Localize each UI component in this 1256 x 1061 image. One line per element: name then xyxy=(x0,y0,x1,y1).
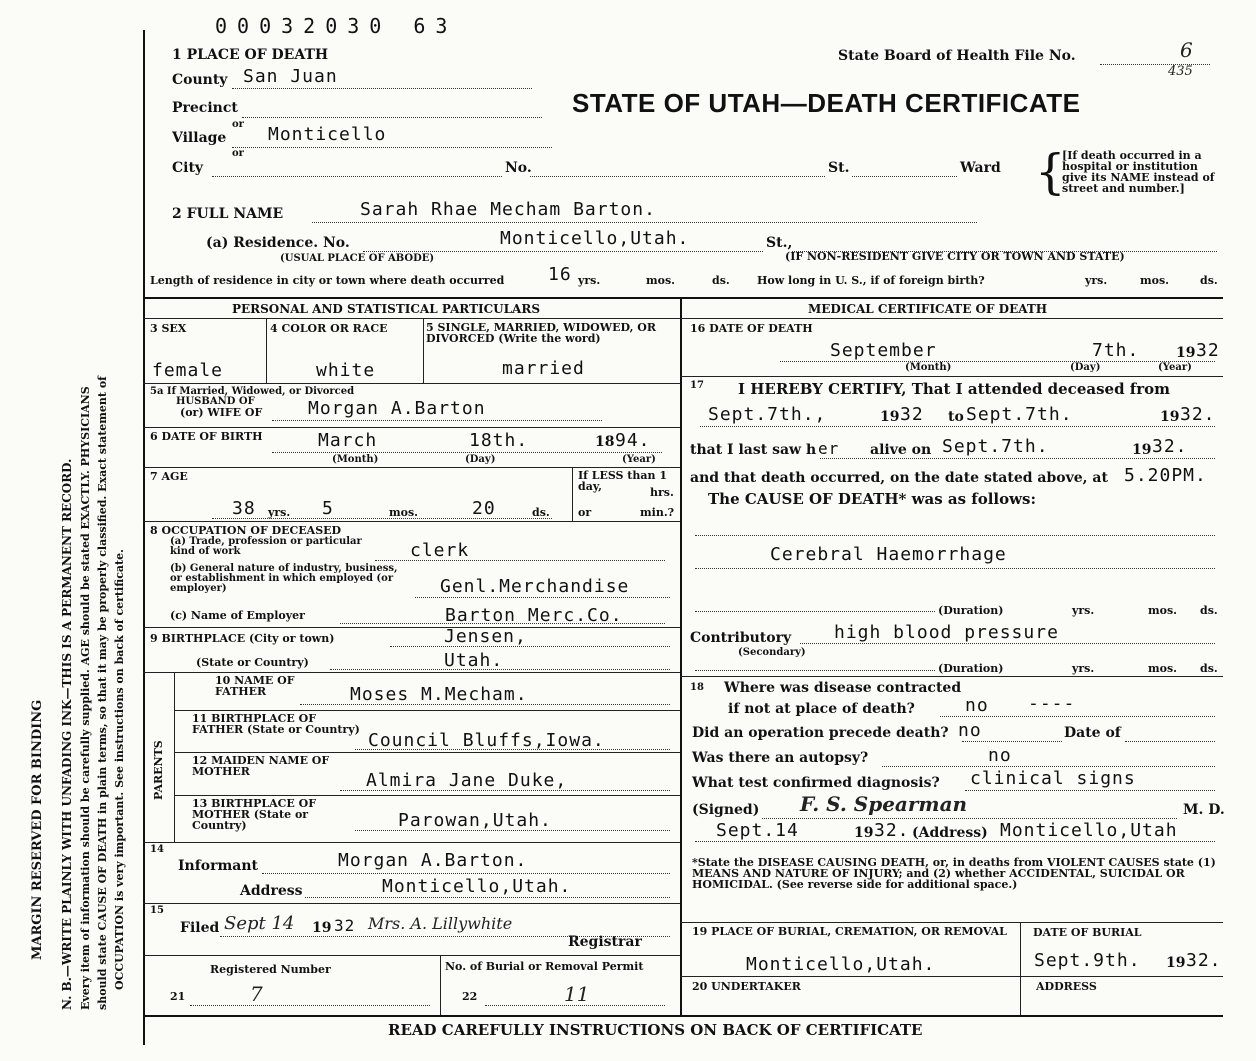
occupation-label: 8 OCCUPATION OF DECEASED xyxy=(150,524,342,537)
dob-year: 94. xyxy=(615,430,651,451)
age-mos-label: mos. xyxy=(389,506,418,519)
last-saw-year: 32. xyxy=(1152,436,1188,457)
certificate-title: STATE OF UTAH—DEATH CERTIFICATE xyxy=(572,88,1081,118)
parents-label: PARENTS xyxy=(152,740,165,800)
where-contracted-dash: ---- xyxy=(1028,693,1076,714)
last-saw-pronoun: er xyxy=(818,439,840,458)
where-contracted-label-2: if not at place of death? xyxy=(728,701,915,717)
employer-label: (c) Name of Employer xyxy=(170,609,305,622)
frame-bottom xyxy=(143,1015,1223,1017)
death-year: 32 xyxy=(1196,340,1220,361)
death-month-caption: (Month) xyxy=(905,362,952,373)
father-name-label: 10 NAME OF FATHER xyxy=(215,674,295,698)
certify-number: 17 xyxy=(690,380,704,391)
burial-permit-label: No. of Burial or Removal Permit xyxy=(445,960,644,973)
death-occurred-text: and that death occurred, on the date stated above, at xyxy=(690,470,1108,486)
or-label-2: or xyxy=(232,148,244,159)
county-value: San Juan xyxy=(243,66,338,87)
hrs-label: hrs. xyxy=(650,486,674,499)
dob-day: 18th. xyxy=(469,430,529,451)
attended-from-year-prefix: 19 xyxy=(880,409,900,425)
where-contracted-label-1: Where was disease contracted xyxy=(724,680,962,696)
death-month: September xyxy=(830,340,937,361)
father-name: Moses M.Mecham. xyxy=(350,684,528,705)
contributory-value: high blood pressure xyxy=(834,622,1059,643)
duration-ds-1: ds. xyxy=(1200,604,1218,617)
attended-from: Sept.7th., xyxy=(708,404,827,425)
residence-label: (a) Residence. No. xyxy=(206,235,350,251)
instruction-line-4: OCCUPATION is very important. See instructions on back of certificate. xyxy=(113,549,126,990)
informant-number: 14 xyxy=(150,844,164,855)
occupation-a-value: clerk xyxy=(410,540,470,561)
age-days: 20 xyxy=(472,498,496,519)
informant-label: Informant xyxy=(178,858,258,874)
filed-number: 15 xyxy=(150,905,164,916)
divider-top-sections xyxy=(143,297,1223,299)
filed-year-prefix: 19 xyxy=(312,920,332,936)
undertaker-label: 20 UNDERTAKER xyxy=(692,980,801,993)
birthplace-state-label: (State or Country) xyxy=(196,656,309,669)
mos-label: mos. xyxy=(646,274,675,287)
age-yrs-label: yrs. xyxy=(268,506,291,519)
burial-address-label: ADDRESS xyxy=(1036,980,1097,993)
last-saw-alive: alive on xyxy=(870,442,932,458)
death-year-prefix: 19 xyxy=(1176,345,1196,361)
year-caption: (Year) xyxy=(622,454,656,465)
duration-yrs-2: yrs. xyxy=(1072,662,1095,675)
birthplace-label: 9 BIRTHPLACE (City or town) xyxy=(150,632,335,645)
ds-label-2: ds. xyxy=(1200,274,1218,287)
mother-maiden-label: 12 MAIDEN NAME OF MOTHER xyxy=(192,754,330,778)
month-caption: (Month) xyxy=(332,454,379,465)
spouse-value: Morgan A.Barton xyxy=(308,398,486,419)
occupation-a-label: (a) Trade, profession or particular kind of work xyxy=(170,536,362,557)
file-no-value: 6 xyxy=(1180,38,1193,62)
full-name-label: 2 FULL NAME xyxy=(172,206,284,222)
county-label: County xyxy=(172,72,228,88)
death-time: 5.20PM. xyxy=(1124,465,1207,486)
attended-to: Sept.7th. xyxy=(966,404,1073,425)
registered-number: 7 xyxy=(250,982,263,1006)
medical-section-title: MEDICAL CERTIFICATE OF DEATH xyxy=(808,302,1048,316)
spouse-label-c: (or) WIFE OF xyxy=(180,406,263,419)
personal-section-title: PERSONAL AND STATISTICAL PARTICULARS xyxy=(232,302,541,316)
duration-ds-2: ds. xyxy=(1200,662,1218,675)
operation-value: no xyxy=(958,720,982,741)
to-label: to xyxy=(948,409,964,425)
dob-month: March xyxy=(318,430,378,451)
operation-label: Did an operation precede death? xyxy=(692,725,949,741)
duration-yrs-1: yrs. xyxy=(1072,604,1095,617)
informant-value: Morgan A.Barton. xyxy=(338,850,528,871)
abode-note: (USUAL PLACE OF ABODE) xyxy=(280,253,435,264)
autopsy-label: Was there an autopsy? xyxy=(692,750,869,766)
burial-year-prefix: 19 xyxy=(1166,955,1186,971)
test-value: clinical signs xyxy=(970,768,1136,789)
footnote: *State the DISEASE CAUSING DEATH, or, in deaths from VIOLENT CAUSES state (1) MEANS AND NATURE OF INJURY; and (2) whether ACCIDENTAL, SUICIDAL OR HOMICIDAL. (See reverse side for additional space.) xyxy=(692,856,1216,891)
hospital-brace: { xyxy=(1035,144,1066,200)
burial-permit-number: 11 xyxy=(564,982,590,1006)
village-value: Monticello xyxy=(268,124,387,145)
file-no-label: State Board of Health File No. xyxy=(838,48,1076,64)
hospital-note: [If death occurred in a hospital or institution give its NAME instead of street and number.] xyxy=(1062,149,1215,195)
father-birthplace: Council Bluffs,Iowa. xyxy=(368,730,605,751)
dob-year-prefix: 18 xyxy=(595,434,615,450)
registered-number-label: Registered Number xyxy=(210,963,331,976)
binding-margin-note: MARGIN RESERVED FOR BINDING xyxy=(30,699,45,960)
less-than-day-label: If LESS than 1 day, xyxy=(578,469,667,493)
md-label: M. D. xyxy=(1183,802,1225,818)
residence-st-label: St., xyxy=(766,235,793,251)
disease-number: 18 xyxy=(690,682,704,693)
foreign-birth-label: How long in U. S., if of foreign birth? xyxy=(757,274,985,287)
residence-length-label: Length of residence in city or town where death occurred xyxy=(150,274,505,287)
death-day-caption: (Day) xyxy=(1070,362,1101,373)
physician-address: Monticello,Utah xyxy=(1000,820,1178,841)
last-saw-year-prefix: 19 xyxy=(1132,442,1152,458)
instruction-line-3: should state CAUSE OF DEATH in plain terms, so that it may be properly classified. Exact statement of xyxy=(96,376,109,1010)
precinct-label: Precinct xyxy=(172,100,238,116)
signed-year-prefix: 19 xyxy=(854,825,874,841)
signed-year: 32. xyxy=(874,820,910,841)
sex-value: female xyxy=(152,360,224,381)
secondary-label: (Secondary) xyxy=(738,647,806,658)
certify-text: I HEREBY CERTIFY, That I attended deceased from xyxy=(738,380,1171,398)
duration-label-1: (Duration) xyxy=(938,604,1004,617)
divider-columns xyxy=(680,297,682,1015)
filed-year: 32 xyxy=(334,916,356,935)
nonresident-note: (IF NON-RESIDENT GIVE CITY OR TOWN AND STATE) xyxy=(785,250,1125,263)
age-label: 7 AGE xyxy=(150,470,188,483)
mother-birthplace: Parowan,Utah. xyxy=(398,810,552,831)
where-contracted-value: no xyxy=(965,695,989,716)
physician-address-label: (Address) xyxy=(912,825,988,841)
min-label: min.? xyxy=(640,506,675,519)
back-instructions: READ CAREFULLY INSTRUCTIONS ON BACK OF CERTIFICATE xyxy=(388,1021,923,1039)
dob-label: 6 DATE OF BIRTH xyxy=(150,430,263,443)
age-years: 38 xyxy=(232,498,256,519)
attended-to-year: 32. xyxy=(1180,404,1216,425)
sex-label: 3 SEX xyxy=(150,322,187,335)
father-birthplace-label: 11 BIRTHPLACE OF FATHER (State or Country) xyxy=(192,712,360,736)
registrar-label: Registrar xyxy=(568,934,642,950)
place-of-death-label: 1 PLACE OF DEATH xyxy=(172,47,329,63)
burial-permit-num: 22 xyxy=(462,990,478,1003)
signed-date: Sept.14 xyxy=(716,820,799,841)
st-label: St. xyxy=(828,160,850,176)
filed-label: Filed xyxy=(180,920,220,936)
spouse-label-a: 5a If Married, Widowed, or Divorced xyxy=(150,386,355,397)
informant-address: Monticello,Utah. xyxy=(382,876,572,897)
reg-number-num: 21 xyxy=(170,990,186,1003)
ward-label: Ward xyxy=(960,160,1001,176)
village-label: Village xyxy=(172,130,227,146)
attended-to-year-prefix: 19 xyxy=(1160,409,1180,425)
duration-mos-2: mos. xyxy=(1148,662,1177,675)
mos-label-2: mos. xyxy=(1140,274,1169,287)
birthplace-state: Utah. xyxy=(444,650,504,671)
serial-number: 00032030 63 xyxy=(215,14,458,38)
burial-place-value: Monticello,Utah. xyxy=(746,954,936,975)
test-label: What test confirmed diagnosis? xyxy=(692,775,940,791)
residence-length-value: 16 xyxy=(548,264,572,285)
age-months: 5 xyxy=(322,498,334,519)
last-saw-date: Sept.7th. xyxy=(942,436,1049,457)
signed-label: (Signed) xyxy=(692,802,760,818)
death-day: 7th. xyxy=(1092,340,1140,361)
color-label: 4 COLOR OR RACE xyxy=(270,322,388,335)
ds-label: ds. xyxy=(712,274,730,287)
birthplace-city: Jensen, xyxy=(444,626,527,647)
death-date-label: 16 DATE OF DEATH xyxy=(690,322,813,335)
burial-date: Sept.9th. xyxy=(1034,950,1141,971)
death-year-caption: (Year) xyxy=(1158,362,1192,373)
marital-value: married xyxy=(502,358,585,379)
day-caption: (Day) xyxy=(465,454,496,465)
burial-date-label: DATE OF BURIAL xyxy=(1033,926,1142,939)
frame-left xyxy=(143,30,145,1045)
spouse-label-b: HUSBAND OF xyxy=(176,396,255,407)
registrar-signature: Mrs. A. Lillywhite xyxy=(368,914,513,933)
cause-text: The CAUSE OF DEATH* was as follows: xyxy=(708,490,1037,508)
cause-of-death: Cerebral Haemorrhage xyxy=(770,544,1007,565)
occupation-b-label: (b) General nature of industry, business, or establishment in which employed (or employer) xyxy=(170,563,398,594)
duration-label-2: (Duration) xyxy=(938,662,1004,675)
physician-signature: F. S. Spearman xyxy=(800,792,968,816)
yrs-label: yrs. xyxy=(578,274,601,287)
residence-value: Monticello,Utah. xyxy=(500,228,690,249)
file-no-value-2: 435 xyxy=(1168,64,1193,79)
autopsy-value: no xyxy=(988,745,1012,766)
city-label: City xyxy=(172,160,204,176)
age-ds-label: ds. xyxy=(532,506,550,519)
last-saw-text: that I last saw h xyxy=(690,442,817,458)
ink-instruction: N. B.—WRITE PLAINLY WITH UNFADING INK—THIS IS A PERMANENT RECORD. xyxy=(60,458,74,1010)
marital-label: 5 SINGLE, MARRIED, WIDOWED, OR DIVORCED (Write the word) xyxy=(426,321,657,345)
attended-from-year: 32 xyxy=(900,404,924,425)
full-name-value: Sarah Rhae Mecham Barton. xyxy=(360,199,656,220)
or-label-1: or xyxy=(232,119,244,130)
burial-place-label: 19 PLACE OF BURIAL, CREMATION, OR REMOVAL xyxy=(692,925,1007,938)
contributory-label: Contributory xyxy=(690,630,792,646)
yrs-label-2: yrs. xyxy=(1085,274,1108,287)
burial-year: 32. xyxy=(1186,950,1222,971)
duration-mos-1: mos. xyxy=(1148,604,1177,617)
instruction-line-2: Every item of information should be carefully supplied. AGE should be stated EXACTLY. PHYSICIANS xyxy=(79,386,92,1010)
no-label: No. xyxy=(505,160,532,176)
filed-date: Sept 14 xyxy=(224,913,295,934)
date-of-label: Date of xyxy=(1064,725,1121,741)
or-label-3: or xyxy=(578,506,592,519)
color-value: white xyxy=(316,360,376,381)
employer-value: Barton Merc.Co. xyxy=(445,605,623,626)
informant-address-label: Address xyxy=(240,883,303,899)
mother-birthplace-label: 13 BIRTHPLACE OF MOTHER (State or Country) xyxy=(192,797,317,832)
occupation-b-value: Genl.Merchandise xyxy=(440,576,630,597)
mother-maiden-name: Almira Jane Duke, xyxy=(366,770,568,791)
